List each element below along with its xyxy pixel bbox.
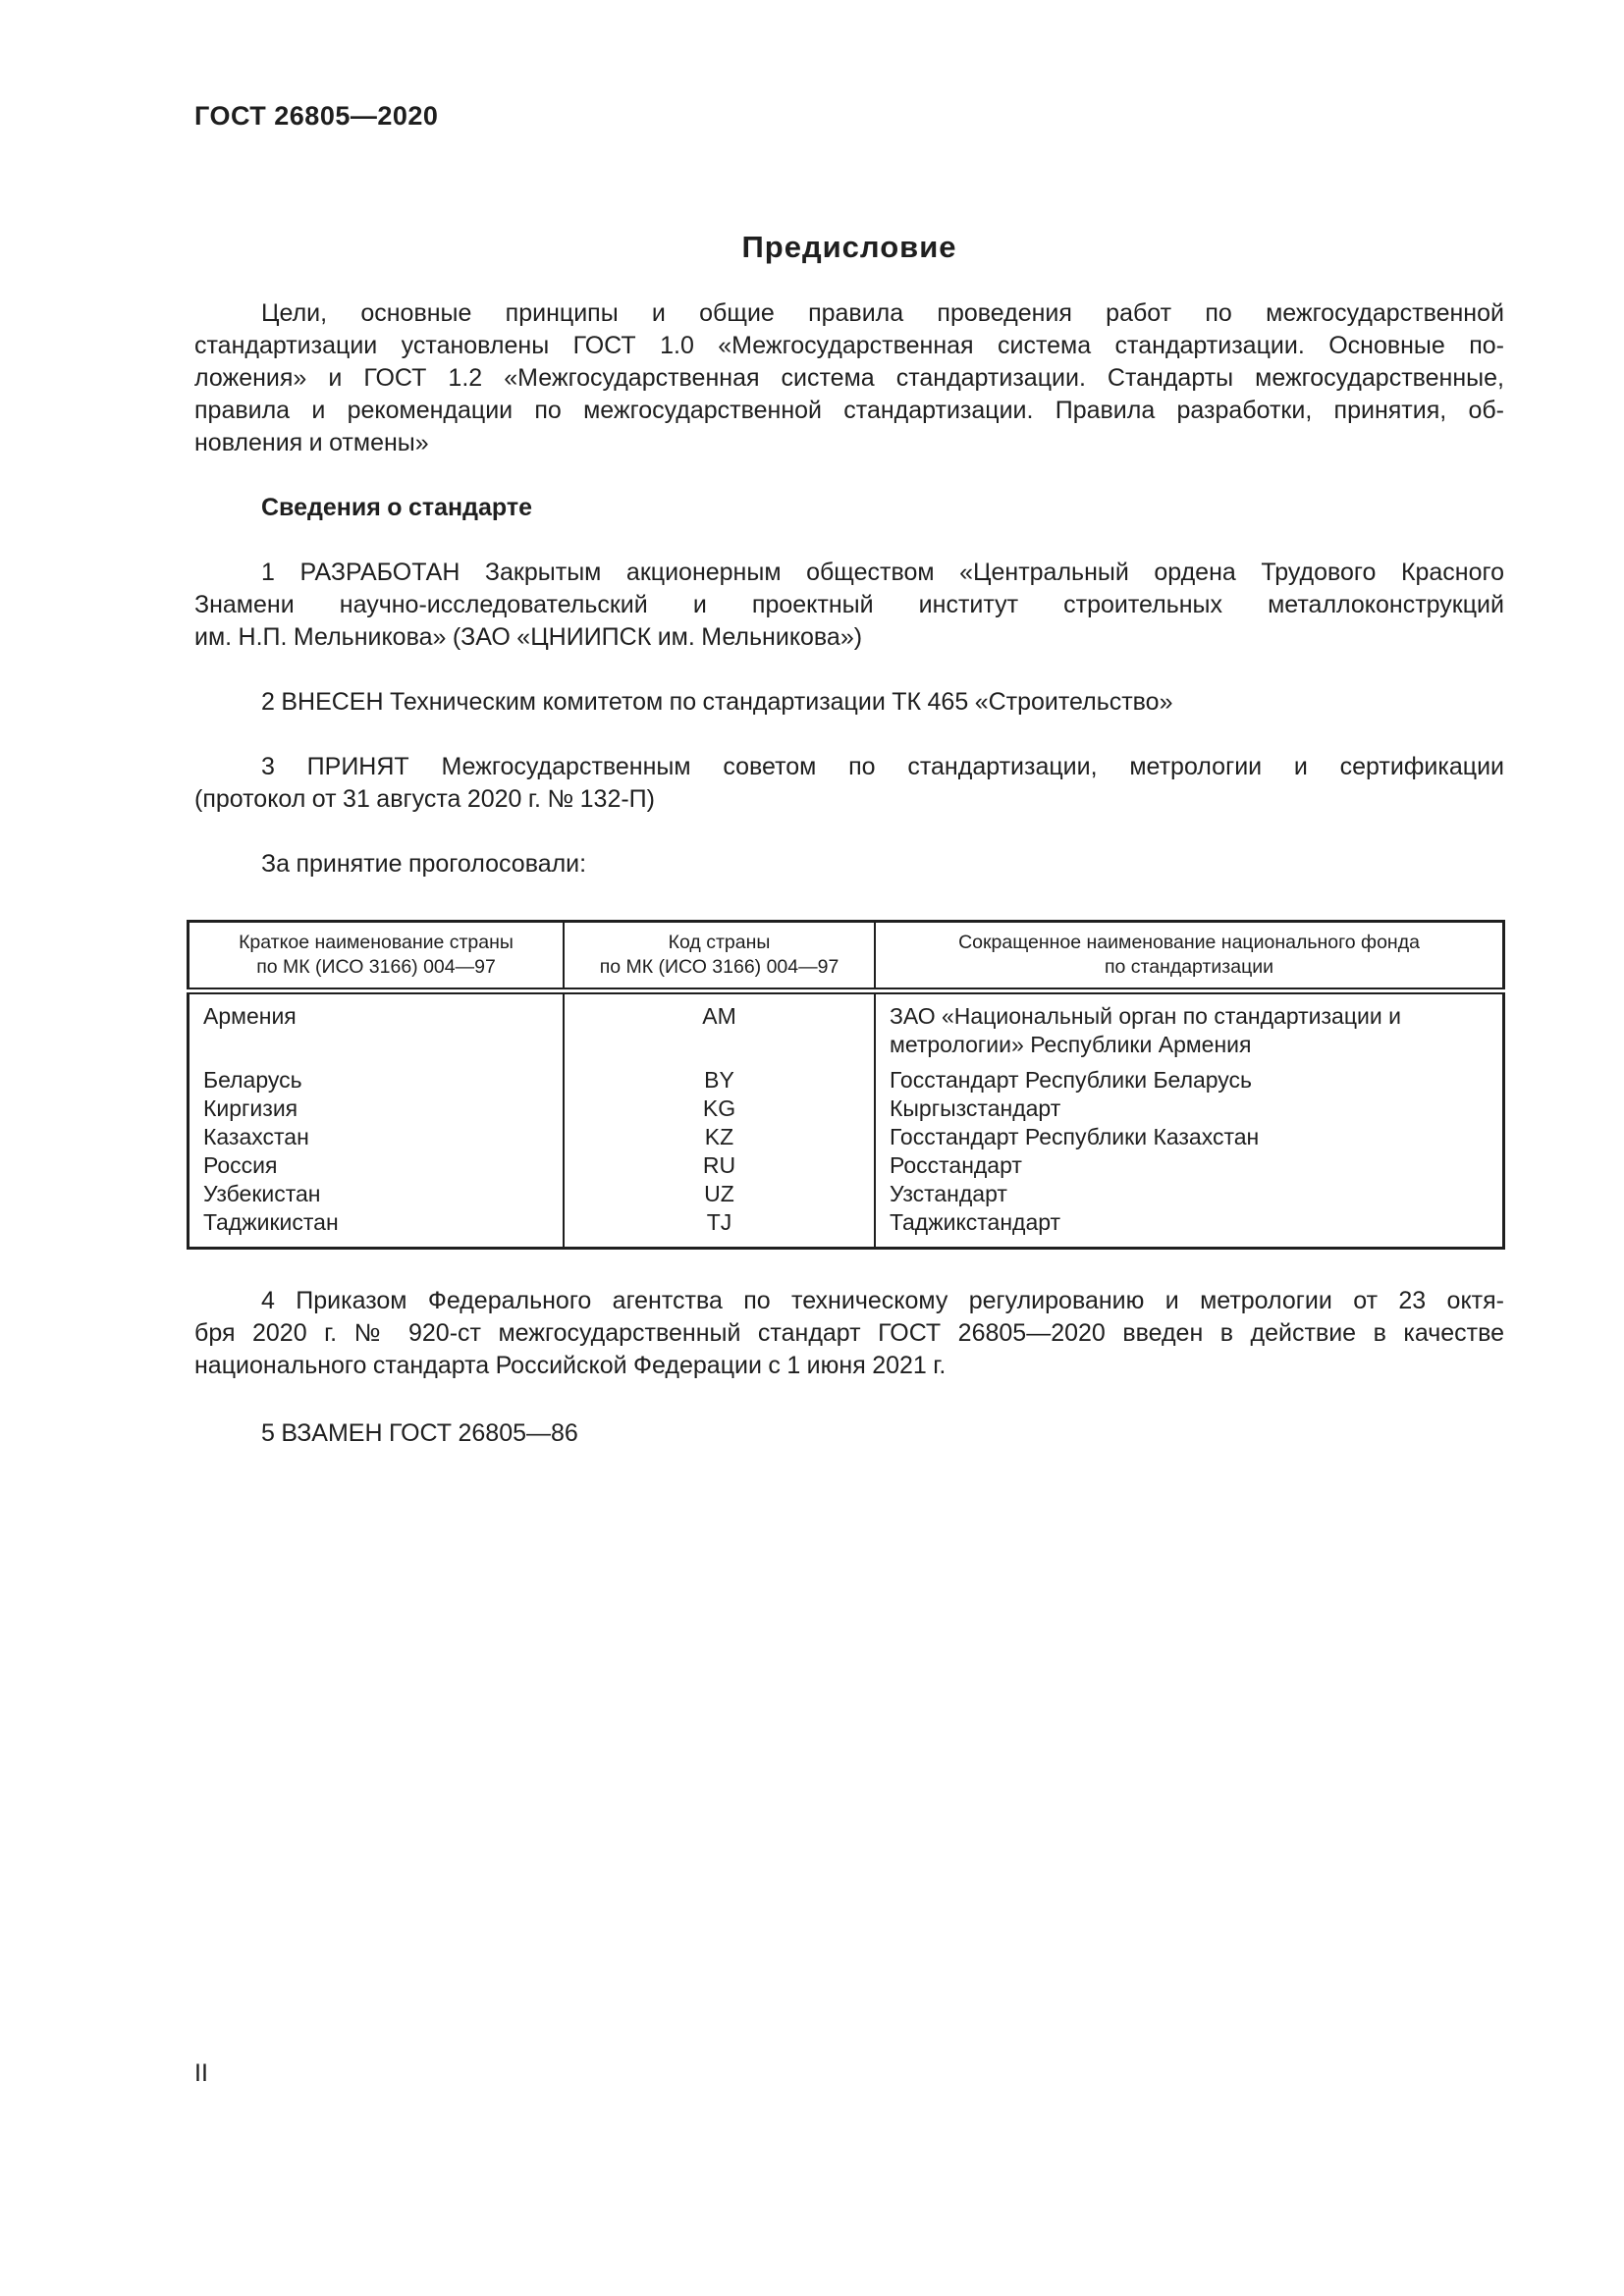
table-cell [875,1095,1504,1123]
text-line: 2 ВНЕСЕН Техническим комитетом по стандартизации ТК 465 «Строительство» [261,688,1173,716]
table-cell [875,1123,1504,1151]
table-cell [189,991,565,1067]
page-number: II [194,2059,208,2087]
voting-table-header-row [189,922,1504,991]
table-cell [564,1208,875,1249]
header-national-body [875,922,1504,991]
document-code: ГОСТ 26805—2020 [194,101,439,131]
text-line: Госстандарт Республики Казахстан [890,1124,1260,1149]
table-cell [189,1151,565,1180]
text-line: Россия [203,1152,278,1178]
table-cell [189,1095,565,1123]
table-cell [564,991,875,1067]
text-line: стандартизации установлены ГОСТ 1.0 «Межгосударственная система стандартизации. Основные по- [194,332,1504,359]
text-line: 1 РАЗРАБОТАН Закрытым акционерным обществом «Центральный ордена Трудового Красного [261,559,1504,586]
text-line: Госстандарт Республики Беларусь [890,1067,1253,1093]
text-line: бря 2020 г. № 920-ст межгосударственный стандарт ГОСТ 26805—2020 введен в действие в качестве [194,1319,1504,1347]
text-line: RU [702,1152,736,1178]
table-row [189,1066,1504,1095]
text-line: Армения [203,1003,297,1029]
table-row [189,1123,1504,1151]
text-line: по МК (ИСО 3166) 004—97 [256,956,496,978]
text-line: TJ [706,1209,732,1235]
clause-4-order [194,1285,1504,1382]
clause-1-developed [194,557,1504,654]
voting-table-header [189,922,1504,991]
table-row [189,1180,1504,1208]
text-line: им. Н.П. Мельникова» (ЗАО «ЦНИИПСК им. Мельникова») [194,623,863,651]
text-line: Знамени научно-исследовательский и проектный институт строительных металлоконструкций [194,591,1504,618]
page-content [194,101,1504,1450]
table-cell [189,1208,565,1249]
text-line: (протокол от 31 августа 2020 г. № 132-П) [194,785,655,813]
table-cell [564,1123,875,1151]
table-cell [564,1066,875,1095]
header-country-code [564,922,875,991]
text-line: правила и рекомендации по межгосударственной стандартизации. Правила разработки, принятия, об- [194,397,1504,424]
table-cell [189,1066,565,1095]
standard-info-heading: Сведения о стандарте [261,494,533,521]
intro-paragraph [194,297,1504,459]
clause-2-submitted [194,686,1504,719]
text-line: Краткое наименование страны [239,932,514,953]
text-line: метрологии» Республики Армения [890,1032,1252,1057]
text-line: новления и отмены» [194,429,429,456]
table-cell [564,1095,875,1123]
voting-table [187,920,1505,1250]
text-line: Сокращенное наименование национального фонда [958,932,1420,953]
text-line: Код страны [668,932,771,953]
table-row [189,991,1504,1067]
text-line: Цели, основные принципы и общие правила проведения работ по межгосударственной [261,299,1504,327]
text-line: Киргизия [203,1095,298,1121]
text-line: KZ [704,1124,734,1149]
text-line: AM [702,1003,736,1029]
page-title: Предисловие [741,230,957,264]
text-line: Беларусь [203,1067,302,1093]
vote-intro: За принятие проголосовали: [261,850,587,878]
text-line: BY [704,1067,734,1093]
text-line: Узстандарт [890,1181,1007,1206]
table-cell [875,1180,1504,1208]
text-line: по МК (ИСО 3166) 004—97 [599,956,839,978]
text-line: 4 Приказом Федерального агентства по техническому регулированию и метрологии от 23 октя- [261,1287,1504,1314]
table-row [189,1151,1504,1180]
table-cell [189,1180,565,1208]
text-line: Росстандарт [890,1152,1022,1178]
text-line: ложения» и ГОСТ 1.2 «Межгосударственная система стандартизации. Стандарты межгосударственные, [194,364,1504,392]
text-line: 3 ПРИНЯТ Межгосударственным советом по стандартизации, метрологии и сертификации [261,753,1504,780]
table-cell [875,1208,1504,1249]
voting-table-body [189,991,1504,1249]
table-row [189,1095,1504,1123]
text-line: KG [702,1095,736,1121]
text-line: Казахстан [203,1124,309,1149]
text-line: Таджикстандарт [890,1209,1061,1235]
table-cell [875,1066,1504,1095]
text-line: Узбекистан [203,1181,321,1206]
text-line: ЗАО «Национальный орган по стандартизации и [890,1003,1401,1029]
table-cell [564,1180,875,1208]
text-line: Таджикистан [203,1209,339,1235]
text-line: UZ [704,1181,734,1206]
table-cell [875,1151,1504,1180]
text-line: национального стандарта Российской Федерации с 1 июня 2021 г. [194,1352,947,1379]
table-cell [189,1123,565,1151]
table-cell [564,1151,875,1180]
table-row [189,1208,1504,1249]
text-line: Кыргызстандарт [890,1095,1061,1121]
header-country-name [189,922,565,991]
clause-3-adopted [194,751,1504,816]
text-line: по стандартизации [1104,956,1274,978]
clause-5-replaces: 5 ВЗАМЕН ГОСТ 26805—86 [261,1419,578,1447]
table-cell [875,991,1504,1067]
